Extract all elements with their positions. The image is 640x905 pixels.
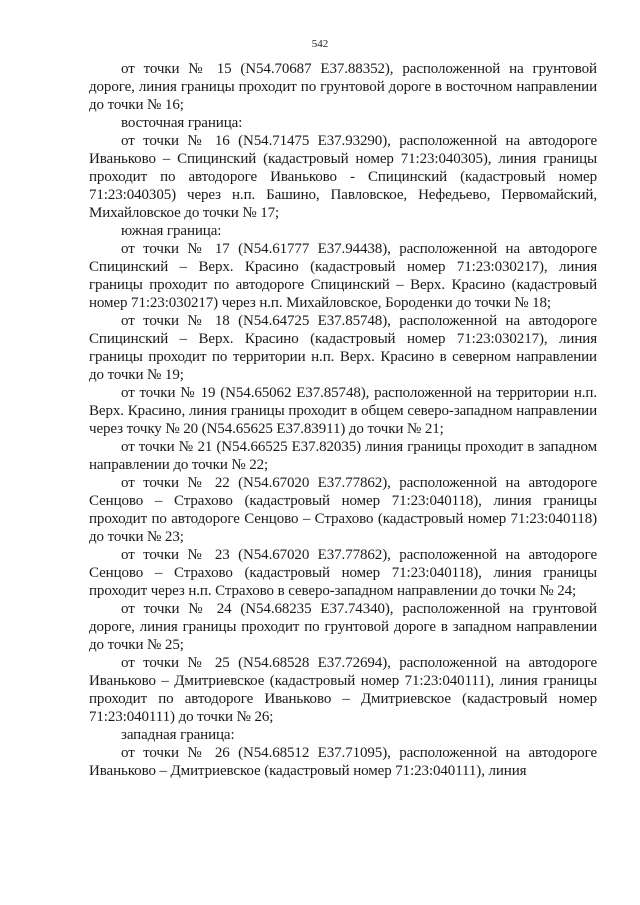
paragraph-point-26: от точки № 26 (N54.68512 E37.71095), расположенной на автодороге Иваньково – Дмитриевское (кадастровый номер 71:23:040111), линия bbox=[89, 745, 597, 779]
paragraph-point-23: от точки № 23 (N54.67020 E37.77862), расположенной на автодороге Сенцово – Страхово (кадастровый номер 71:23:040118), линия границы проходит через н.п. Страхово в северо-западном направлении до точки № 24; bbox=[89, 547, 597, 599]
paragraph-point-22: от точки № 22 (N54.67020 E37.77862), расположенной на автодороге Сенцово – Страхово (кадастровый номер 71:23:040118), линия границы проходит по автодороге Сенцово – Страхово (кадастровый номер 71:23:040118) до точки № 23; bbox=[89, 475, 597, 545]
heading-south-border: южная граница: bbox=[121, 223, 222, 239]
paragraph-point-25: от точки № 25 (N54.68528 E37.72694), расположенной на автодороге Иваньково – Дмитриевское (кадастровый номер 71:23:040111), линия границы проходит по автодороге Иваньково – Дмитриевское (кадастровый номер 71:23:040111) до точки № 26; bbox=[89, 655, 597, 725]
paragraph-point-15: от точки № 15 (N54.70687 E37.88352), расположенной на грунтовой дороге, линия границы проходит по грунтовой дороге в восточном направлении до точки № 16; bbox=[89, 61, 597, 113]
heading-east-border: восточная граница: bbox=[121, 115, 243, 131]
document-body bbox=[89, 60, 597, 780]
paragraph-point-17: от точки № 17 (N54.61777 E37.94438), расположенной на автодороге Спицинский – Верх. Красино (кадастровый номер 71:23:030217), линия границы проходит по автодороге Спицинский – Верх. Красино (кадастровый номер 71:23:030217) через н.п. Михайловское, Бороденки до точки № 18; bbox=[89, 241, 597, 311]
page-number: 542 bbox=[311, 38, 329, 50]
paragraph-point-19: от точки № 19 (N54.65062 E37.85748), расположенной на территории н.п. Верх. Красино, линия границы проходит в общем северо-западном направлении через точку № 20 (N54.65625 E37.83911) до точки № 21; bbox=[89, 385, 597, 437]
heading-west-border: западная граница: bbox=[121, 727, 235, 743]
paragraph-point-24: от точки № 24 (N54.68235 E37.74340), расположенной на грунтовой дороге, линия границы проходит по грунтовой дороге в западном направлении до точки № 25; bbox=[89, 601, 597, 653]
paragraph-point-21: от точки № 21 (N54.66525 E37.82035) линия границы проходит в западном направлении до точки № 22; bbox=[89, 439, 597, 473]
paragraph-point-16: от точки № 16 (N54.71475 E37.93290), расположенной на автодороге Иваньково – Спицинский (кадастровый номер 71:23:040305), линия границы проходит по автодороге Иваньково - Спицинский (кадастровый номер 71:23:040305) через н.п. Башино, Павловское, Нефедьево, Первомайский, Михайловское до точки № 17; bbox=[89, 133, 597, 221]
paragraph-point-18: от точки № 18 (N54.64725 E37.85748), расположенной на автодороге Спицинский – Верх. Красино (кадастровый номер 71:23:030217), линия границы проходит по территории н.п. Верх. Красино в северном направлении до точки № 19; bbox=[89, 313, 597, 383]
